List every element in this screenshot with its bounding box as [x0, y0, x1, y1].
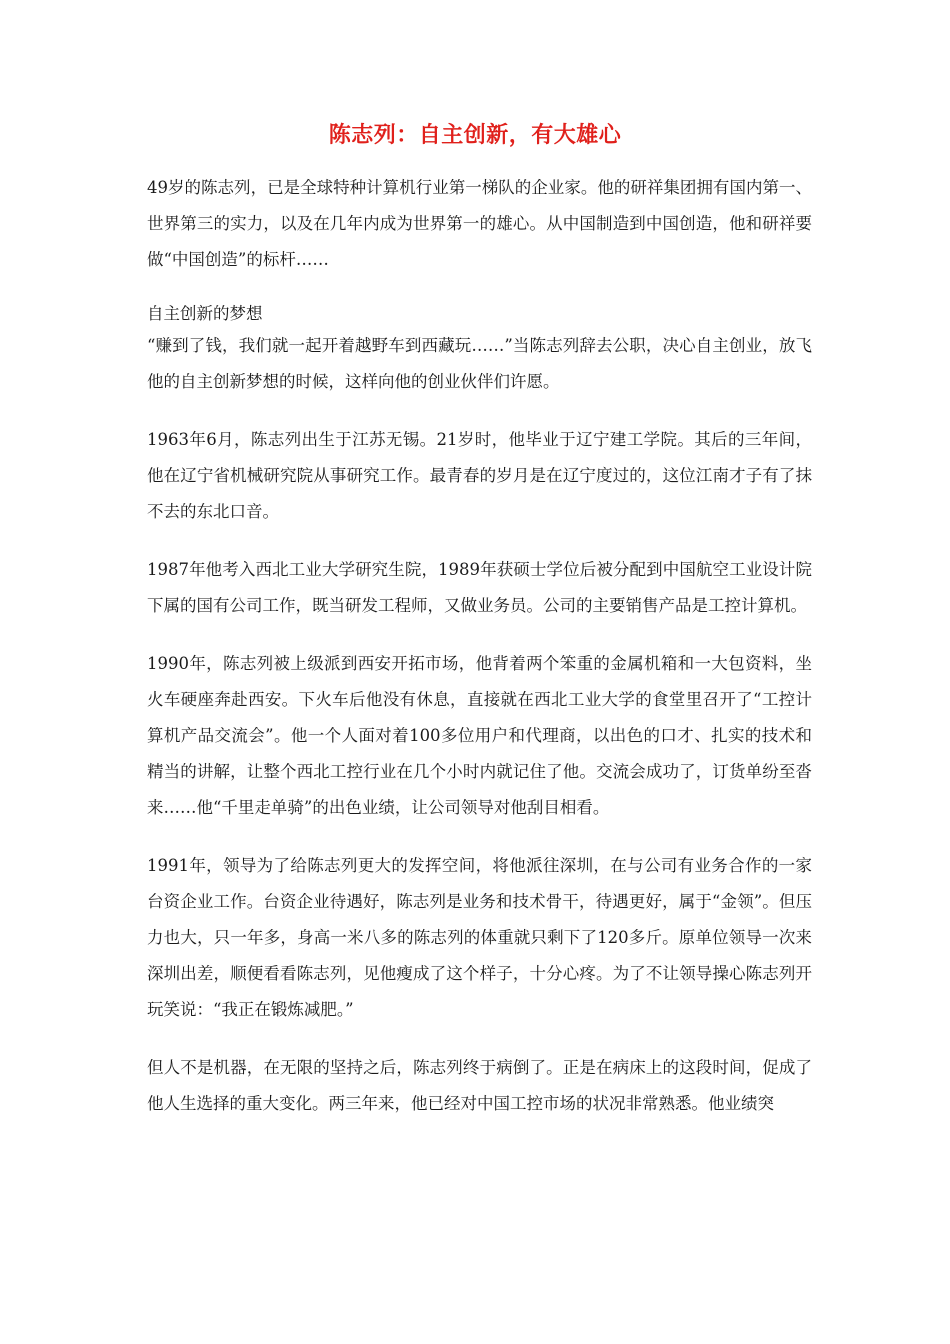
paragraph-1: “赚到了钱，我们就一起开着越野车到西藏玩……”当陈志列辞去公职，决心自主创业，放飞他的自主创新梦想的时候，这样向他的创业伙伴们许愿。 — [147, 336, 812, 391]
paragraph-2: 1963年6月，陈志列出生于江苏无锡。21岁时，他毕业于辽宁建工学院。其后的三年间，他在辽宁省机械研究院从事研究工作。最青春的岁月是在辽宁度过的，这位江南才子有了抹不去的东北口音。 — [147, 430, 812, 521]
intro-paragraph: 49岁的陈志列，已是全球特种计算机行业第一梯队的企业家。他的研祥集团拥有国内第一、世界第三的实力，以及在几年内成为世界第一的雄心。从中国制造到中国创造，他和研祥要做“中国创造”的标杆…… — [147, 178, 812, 269]
article-body — [147, 170, 812, 1122]
section-heading: 自主创新的梦想 — [147, 304, 263, 323]
paragraph-5: 1991年，领导为了给陈志列更大的发挥空间，将他派往深圳，在与公司有业务合作的一家台资企业工作。台资企业待遇好，陈志列是业务和技术骨干，待遇更好，属于“金领”。但压力也大，只一年多，身高一米八多的陈志列的体重就只剩下了120多斤。原单位领导一次来深圳出差，顺便看看陈志列，见他瘦成了这个样子，十分心疼。为了不让领导操心陈志列开玩笑说：“我正在锻炼减肥。” — [147, 856, 812, 1019]
page-title: 陈志列：自主创新，有大雄心 — [328, 123, 622, 148]
paragraph-4: 1990年，陈志列被上级派到西安开拓市场，他背着两个笨重的金属机箱和一大包资料，坐火车硬座奔赴西安。下火车后他没有休息，直接就在西北工业大学的食堂里召开了“工控计算机产品交流会”。他一个人面对着100多位用户和代理商，以出色的口才、扎实的技术和精当的讲解，让整个西北工控行业在几个小时内就记住了他。交流会成功了，订货单纷至沓来……他“千里走单骑”的出色业绩，让公司领导对他刮目相看。 — [147, 654, 812, 817]
paragraph-6: 但人不是机器，在无限的坚持之后，陈志列终于病倒了。正是在病床上的这段时间，促成了他人生选择的重大变化。两三年来，他已经对中国工控市场的状况非常熟悉。他业绩突 — [147, 1058, 812, 1113]
paragraph-3: 1987年他考入西北工业大学研究生院，1989年获硕士学位后被分配到中国航空工业设计院下属的国有公司工作，既当研发工程师，又做业务员。公司的主要销售产品是工控计算机。 — [147, 560, 812, 615]
